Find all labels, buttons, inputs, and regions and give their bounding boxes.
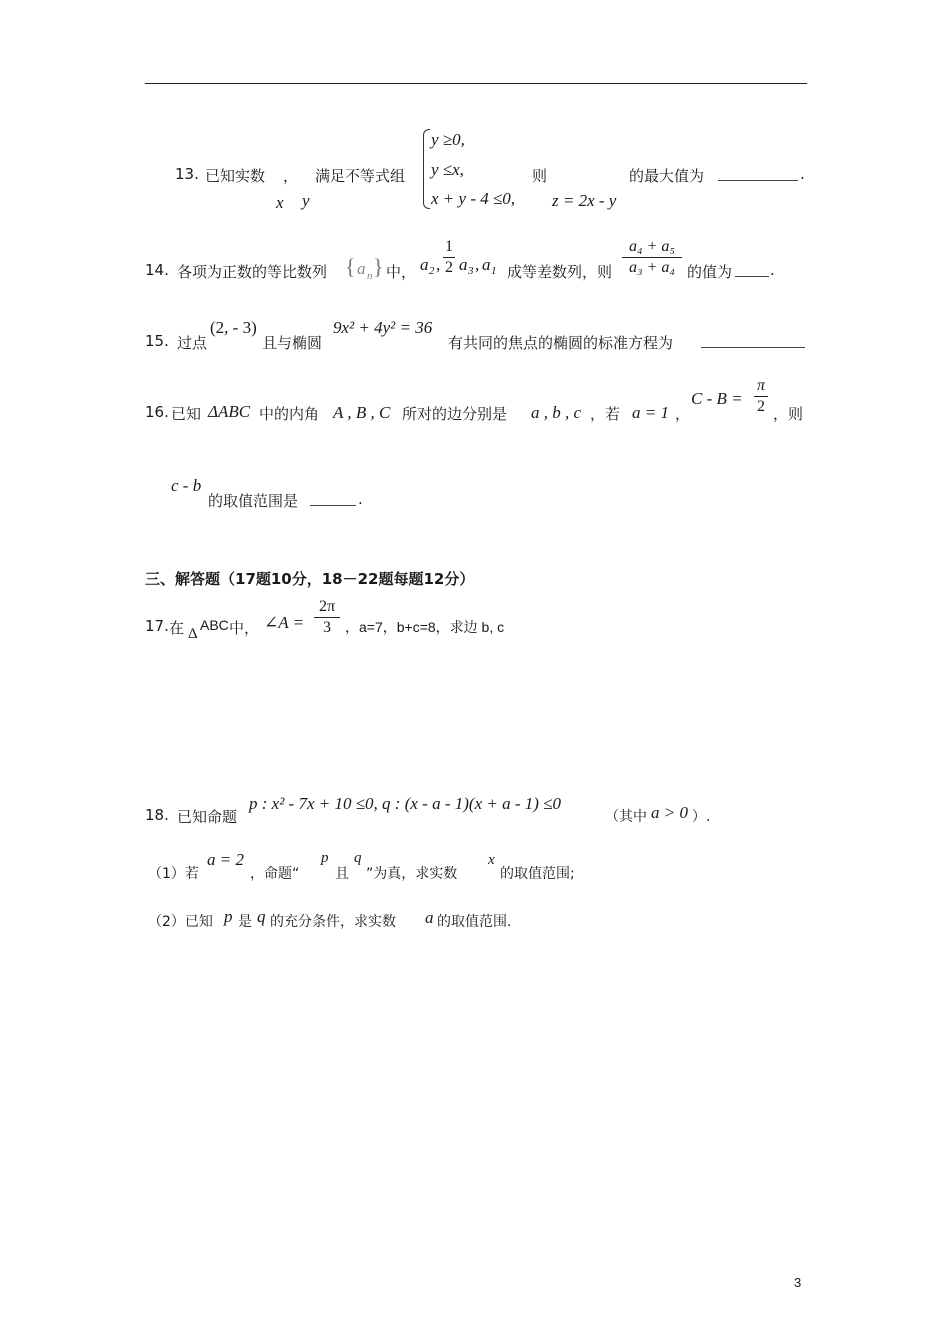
q16-number: 16. <box>145 403 169 421</box>
q16-text-c: 所对的边分别是 <box>402 405 508 423</box>
q16-end: . <box>358 490 363 508</box>
q18-part-2-label: （2）已知 <box>148 914 213 930</box>
q17-angle: ∠A = <box>264 613 305 632</box>
q18-part-1-q: q <box>354 850 362 866</box>
q14-a2: a <box>420 255 429 274</box>
q16-text-e: ， <box>675 405 691 423</box>
q17-angle-bar <box>314 617 340 618</box>
q18-text-b: （其中 <box>605 809 647 825</box>
q17-delta: Δ <box>188 626 198 642</box>
q17-number: 17. <box>145 617 169 635</box>
q14-number: 14. <box>145 261 169 279</box>
header-rule <box>145 83 807 84</box>
q13-end: . <box>800 165 805 183</box>
q15-point: (2, - 3) <box>210 318 257 337</box>
q14-ratio-fraction <box>622 238 682 277</box>
q16-text-g: 的取值范围是 <box>208 492 299 510</box>
q15-text-a: 过点 <box>177 334 208 352</box>
q14-sep-2: , <box>475 255 480 274</box>
q15-text-b: 且与椭圆 <box>262 334 323 352</box>
q18-part-2-q: q <box>257 907 266 926</box>
q13-comma: ， <box>283 167 299 185</box>
q13-var-y: y <box>302 191 310 210</box>
q17-text-a: 在 <box>169 619 185 637</box>
q16-text-f: ，则 <box>773 405 804 423</box>
q16-a-eq: a = 1 <box>632 403 669 422</box>
q14-end: . <box>770 261 775 279</box>
system-brace <box>423 129 430 209</box>
q14-a2-sub: 2 <box>429 265 435 277</box>
q16-c-minus-b: c - b <box>171 476 202 495</box>
q18-part-2-text-b: 的取值范围. <box>437 914 512 930</box>
q13-objective: z = 2x - y <box>552 191 617 210</box>
q18-part-2-is: 是 <box>238 914 252 930</box>
q16-text-d: ，若 <box>590 405 621 423</box>
q17-angle-fraction <box>314 598 340 637</box>
q14-ratio-bar <box>622 257 682 258</box>
q18-part-1-x: x <box>488 852 495 868</box>
q14-text-a: 各项为正数的等比数列 <box>177 263 328 281</box>
section-3-heading: 三、解答题（17题10分，18－22题每题12分） <box>145 570 475 588</box>
q13-text-d: 的最大值为 <box>629 167 705 185</box>
q14-a3: a <box>459 255 468 274</box>
q16-pi: π <box>756 377 765 394</box>
q14-an-sub: n <box>367 270 373 282</box>
q14-half-num: 1 <box>445 238 453 255</box>
q14-half-fraction <box>443 238 455 277</box>
q14-answer-blank <box>735 262 769 277</box>
q17-abc: ABC <box>200 617 229 633</box>
q17-text-c: ，a=7，b+c=8，求边 b, c <box>345 619 505 635</box>
q18-condition: a > 0 <box>651 803 688 822</box>
q18-part-1-a: a = 2 <box>207 850 244 869</box>
q15-number: 15. <box>145 332 169 350</box>
q14-a1: a <box>482 255 491 274</box>
q18-part-1-and: 且 <box>335 866 349 882</box>
q14-text-d: 的值为 <box>687 263 733 281</box>
q16-triangle: ΔABC <box>208 402 251 421</box>
q14-right-brace: } <box>373 254 384 279</box>
q16-sides: a , b , c <box>531 403 582 422</box>
q16-pi-fraction <box>754 377 768 416</box>
q18-part-2-p: p <box>224 907 233 926</box>
q18-part-1-text-c: 的取值范围; <box>500 866 575 882</box>
q14-left-brace: { <box>345 254 356 279</box>
q13-system-line-2: y ≤x, <box>431 160 464 179</box>
q16-text-b: 中的内角 <box>259 405 320 423</box>
q14-text-c: 成等差数列，则 <box>507 263 613 281</box>
q16-answer-blank <box>310 491 356 506</box>
page-number: 3 <box>794 1275 802 1290</box>
q18-part-1-label: （1）若 <box>148 866 199 882</box>
q18-part-1-text-b: ”为真，求实数 <box>366 866 458 882</box>
q13-text-a: 已知实数 <box>205 167 266 185</box>
q18-text-a: 已知命题 <box>177 808 238 826</box>
q13-text-b: 满足不等式组 <box>315 167 406 185</box>
q17-text-b: 中， <box>229 619 260 637</box>
q14-half-bar <box>443 257 455 258</box>
q13-text-c: 则 <box>532 167 548 185</box>
q18-part-2-text-a: 的充分条件，求实数 <box>270 914 396 930</box>
q13-var-x: x <box>276 193 284 212</box>
q14-text-b: 中， <box>386 263 417 281</box>
q18-part-2-a: a <box>425 908 434 927</box>
q18-text-c: ）. <box>692 809 711 825</box>
q14-sep-1: , <box>436 255 441 274</box>
q13-system-line-1: y ≥0, <box>431 130 465 149</box>
q18-propositions: p : x² - 7x + 10 ≤0, q : (x - a - 1)(x + a - 1) ≤0 <box>249 794 561 813</box>
q18-part-1-text-a: ，命题“ <box>250 866 300 882</box>
q16-cb: C - B = <box>691 389 743 408</box>
q16-two: 2 <box>757 398 765 415</box>
q17-three: 3 <box>323 619 331 636</box>
q18-part-1-p: p <box>321 850 329 866</box>
q14-a3-sub: 3 <box>468 265 474 277</box>
q14-ratio-den: a₃ + a₄ <box>629 259 675 276</box>
q16-text-a: 已知 <box>171 405 202 423</box>
q18-number: 18. <box>145 806 169 824</box>
q13-answer-blank <box>718 166 798 181</box>
q14-ratio-num: a₄ + a₅ <box>629 238 675 255</box>
q14-a1-sub: 1 <box>491 265 497 277</box>
q16-pi-bar <box>754 396 768 397</box>
q14-an: a <box>357 259 366 278</box>
q16-angles: A , B , C <box>333 403 391 422</box>
q13-number: 13. <box>175 165 199 183</box>
q17-two-pi: 2π <box>318 598 336 615</box>
q15-answer-blank <box>701 333 805 348</box>
q15-text-c: 有共同的焦点的椭圆的标准方程为 <box>448 334 674 352</box>
q14-half-den: 2 <box>445 259 453 276</box>
q15-ellipse: 9x² + 4y² = 36 <box>333 318 433 337</box>
q13-system-line-3: x + y - 4 ≤0, <box>431 189 516 208</box>
